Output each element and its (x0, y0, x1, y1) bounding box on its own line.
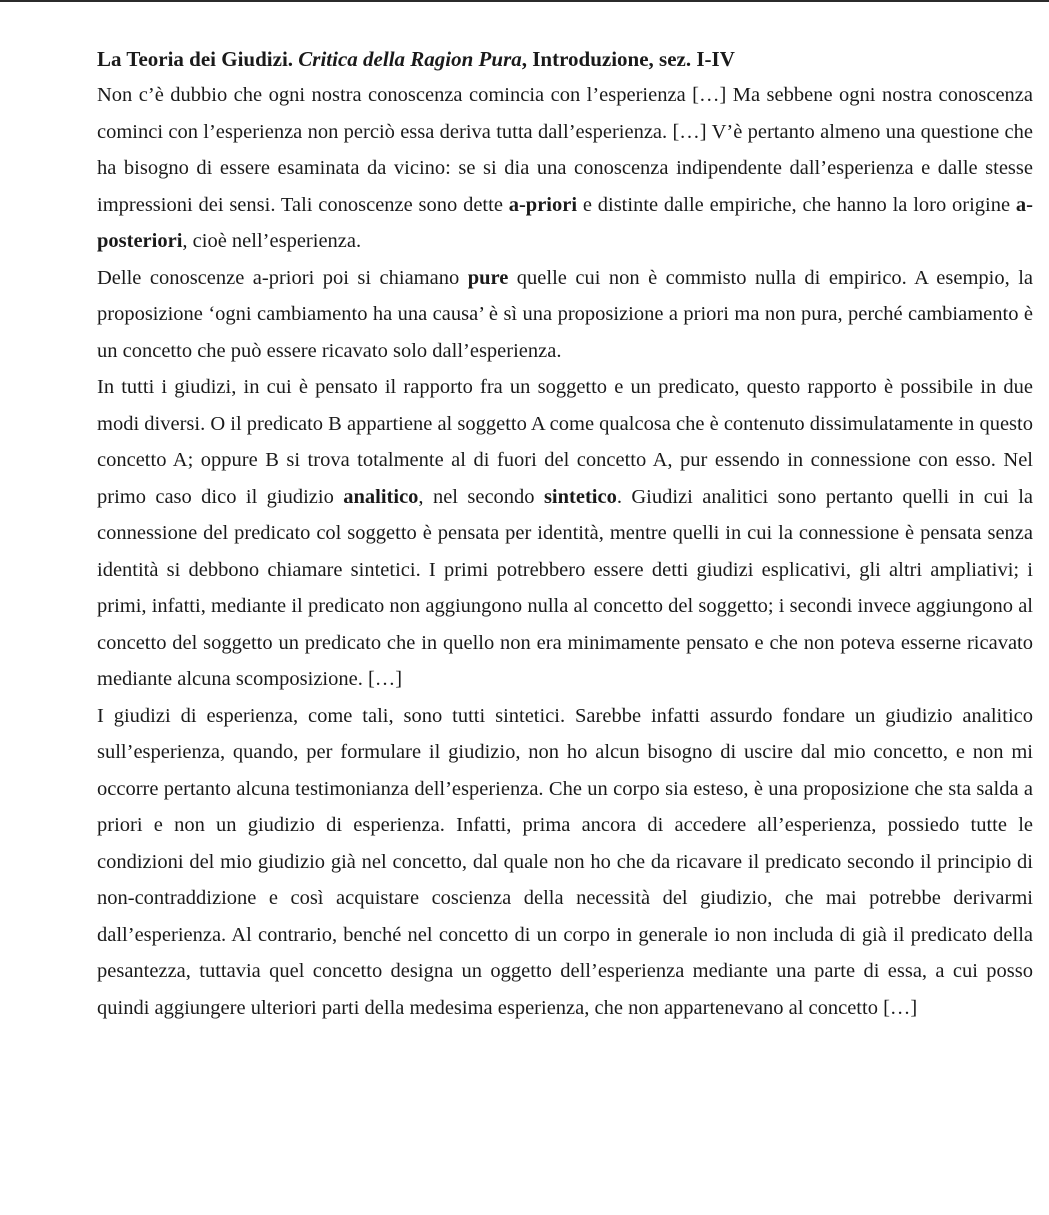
paragraph-3-text-c: . Giudizi analitici sono pertanto quelli in cui la connessione del predicato col soggetto è pensata per identità, mentre quelli in cui la connessione è pensata senza identità si debbono chiamare sintetici. I primi potrebbero essere detti giudizi esplicativi, gli altri ampliativi; i primi, infatti, mediante il predicato non aggiungono nulla al concetto del soggetto; i secondi invece aggiungono al concetto del soggetto un predicato che in quello non era minimamente pensato e che non poteva esserne ricavato mediante alcuna scomposizione. […] (97, 485, 1033, 690)
title-section: , Introduzione, sez. I-IV (521, 47, 735, 71)
term-analitico: analitico (343, 485, 419, 508)
paragraph-1-text-a: Non c’è dubbio che ogni nostra conoscenza comincia con l’esperienza […] Ma sebbene ogni nostra conoscenza cominci con l’esperienza non perciò essa deriva tutta dall’esperienza. […] V’è pertanto almeno una questione che ha bisogno di essere esaminata da vicino: se si dia una conoscenza indipendente dall’esperienza e dalle stesse impressioni dei sensi. Tali conoscenze sono dette (97, 84, 1033, 216)
paragraph-3-text-a: In tutti i giudizi, in cui è pensato il rapporto fra un soggetto e un predicato, questo rapporto è possibile in due modi diversi. O il predicato B appartiene al soggetto A come qualcosa che è contenuto dissimulatamente in questo concetto A; oppure B si trova totalmente al di fuori del concetto A, pur essendo in connessione con esso. Nel primo caso dico il giudizio (97, 376, 1033, 508)
paragraph-1-text-b: e distinte dalle empiriche, che hanno la loro origine (577, 193, 1016, 216)
term-sintetico: sintetico (543, 485, 617, 508)
term-a-posteriori: a-posteriori (97, 193, 1033, 252)
paragraph-4-text: I giudizi di esperienza, come tali, sono tutti sintetici. Sarebbe infatti assurdo fondare un giudizio analitico sull’esperienza, quando, per formulare il giudizio, non ho alcun bisogno di uscire dal mio concetto, e non mi occorre pertanto alcuna testimonianza dell’esperienza. Che un corpo sia esteso, è una proposizione che sta salda a priori e non un giudizio di esperienza. Infatti, prima ancora di accedere all’esperienza, possiedo tutte le condizioni del mio giudizio già nel concetto, dal quale non ho che da ricavare il predicato secondo il principio di non-contraddizione e così acquistare coscienza della necessità del giudizio, che mai potrebbe derivarmi dall’esperienza. Al contrario, benché nel concetto di un corpo in generale io non includa di già il predicato della pesantezza, tuttavia quel concetto designa un oggetto dell’esperienza mediante una parte di essa, a cui posso quindi aggiungere ulteriori parti della medesima esperienza, che non appartenevano al concetto […] (97, 704, 1033, 1019)
paragraph-4 (97, 698, 1033, 1027)
title-text: La Teoria dei Giudizi. (97, 47, 299, 71)
paragraph-2 (97, 260, 1033, 370)
top-border-line (0, 0, 1049, 2)
paragraph-1 (97, 77, 1033, 260)
term-a-priori: a-priori (508, 193, 578, 216)
paragraph-1-text-c: , cioè nell’esperienza. (182, 230, 362, 252)
title-work-name: Critica della Ragion Pura (298, 47, 522, 71)
paragraph-2-text-b: quelle cui non è commisto nulla di empirico. A esempio, la proposizione ‘ogni cambiamento ha una causa’ è sì una proposizione a priori ma non pura, perché cambiamento è un concetto che può essere ricavato solo dall’esperienza. (97, 266, 1033, 362)
document-title (97, 44, 1033, 74)
document-page (97, 44, 1033, 1026)
paragraph-3 (97, 369, 1033, 698)
term-pure: pure (467, 266, 509, 289)
paragraph-3-text-b: , nel secondo (418, 485, 544, 508)
paragraph-2-text-a: Delle conoscenze a-priori poi si chiamano (97, 266, 468, 289)
